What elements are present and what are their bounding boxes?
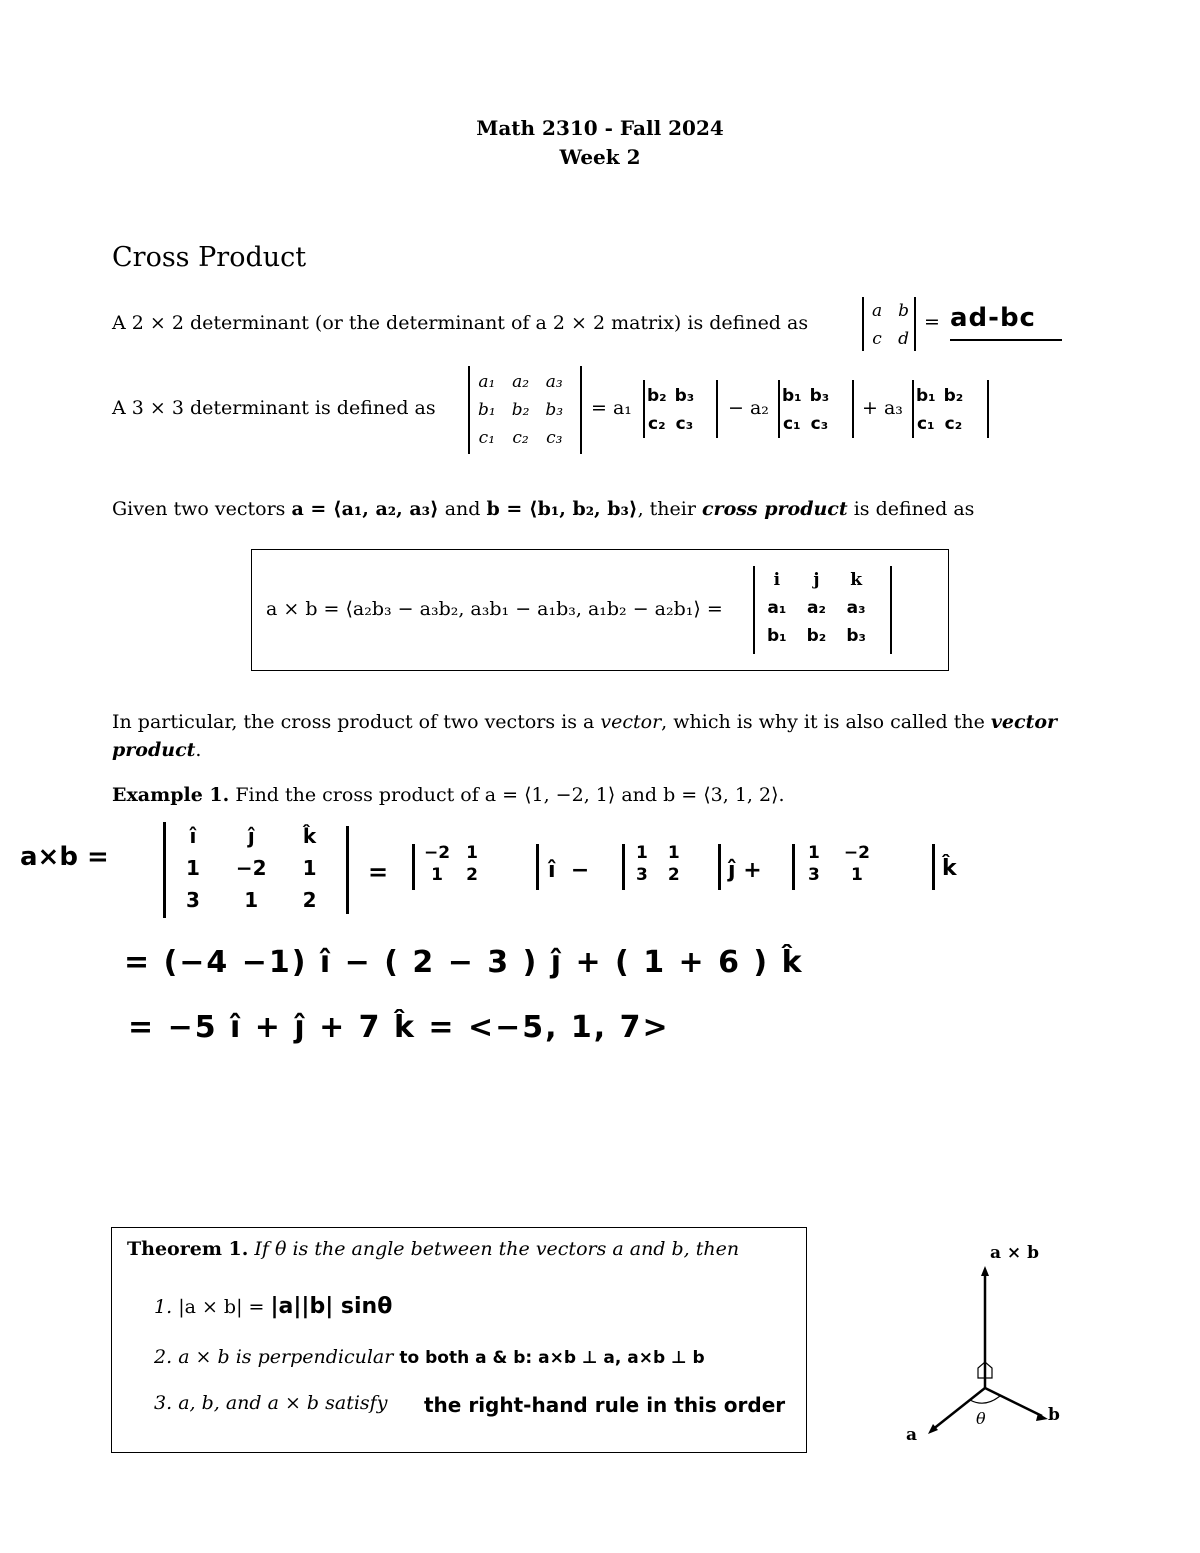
det2-text: A 2 × 2 determinant (or the determinant of a 2 × 2 matrix) is defined as [112,312,809,334]
det3-minor3: b₁ b₂ c₁ c₂ [916,386,964,434]
solution-line-3: = −5 î + ĵ + 7 k̂ = <−5, 1, 7> [128,1010,670,1045]
course-title: Math 2310 - Fall 2024 [476,116,724,140]
solution-determinant: î ĵ k̂ 1 −2 1 3 1 2 [186,824,317,912]
det3-minus-a2: − a₂ [728,397,769,419]
solution-minor-2: 1 1 3 2 [636,843,680,885]
solution-expand-eq: = [368,858,389,886]
det3-minor1: b₂ b₃ c₂ c₃ [647,386,695,434]
section-title: Cross Product [112,242,307,273]
solution-line-2: = (−4 −1) î − ( 2 − 3 ) ĵ + ( 1 + 6 ) k̂ [124,945,804,980]
solution-j-plus: ĵ + [728,858,762,883]
det2-matrix: a b c d [872,301,910,349]
b-axis [985,1388,1042,1416]
theta-label: θ [976,1409,986,1428]
theorem-item-1: 1. |a × b| = |a||b| sinθ [154,1294,393,1319]
b-label: b [1048,1405,1060,1425]
det3-minor2: b₁ b₃ c₁ c₃ [782,386,830,434]
theorem-item-2: 2. a × b is perpendicular to both a & b: a×b ⊥ a, a×b ⊥ b [154,1346,705,1368]
theorem-intro: Theorem 1. If θ is the angle between the vectors a and b, then [127,1238,740,1260]
det2-equals: = [924,311,940,333]
axb-label: a × b [990,1243,1039,1263]
solution-k-hat: k̂ [942,856,957,881]
solution-lhs: a×b = [20,842,109,872]
particular-paragraph: In particular, the cross product of two vectors is a vector, which is why it is also called the vector product. [112,711,1058,761]
det3-plus-a3: + a₃ [862,397,903,419]
solution-minor-1: −2 1 1 2 [424,843,478,885]
a-label: a [906,1425,918,1445]
cross-product-matrix: i j k a₁ a₂ a₃ b₁ b₂ b₃ [767,570,866,646]
axb-arrowhead [981,1266,989,1276]
week-label: Week 2 [559,145,641,169]
cross-product-formula: a × b = ⟨a₂b₃ − a₃b₂, a₃b₁ − a₁b₃, a₁b₂ − a₂b₁⟩ = [266,598,723,620]
cross-product-diagram [900,1230,1080,1450]
det2-handwritten-answer: ad-bc [950,303,1036,333]
det3-eq-a1: = a₁ [591,397,632,419]
solution-minor-3: 1 −2 3 1 [808,843,870,885]
solution-i-minus: î − [548,858,590,883]
b-arrowhead [1036,1413,1048,1421]
det3-matrix: a₁ a₂ a₃ b₁ b₂ b₃ c₁ c₂ c₃ [478,372,564,448]
det3-text: A 3 × 3 determinant is defined as [112,397,436,419]
theorem-item-3: 3. a, b, and a × b satisfy [154,1392,388,1414]
example-1: Example 1. Find the cross product of a = ⟨1, −2, 1⟩ and b = ⟨3, 1, 2⟩. [112,784,785,806]
theorem-item-3-handwritten: the right-hand rule in this order [424,1393,786,1417]
cross-def: Given two vectors a = ⟨a₁, a₂, a₃⟩ and b = ⟨b₁, b₂, b₃⟩, their cross product is defined as [112,498,975,520]
